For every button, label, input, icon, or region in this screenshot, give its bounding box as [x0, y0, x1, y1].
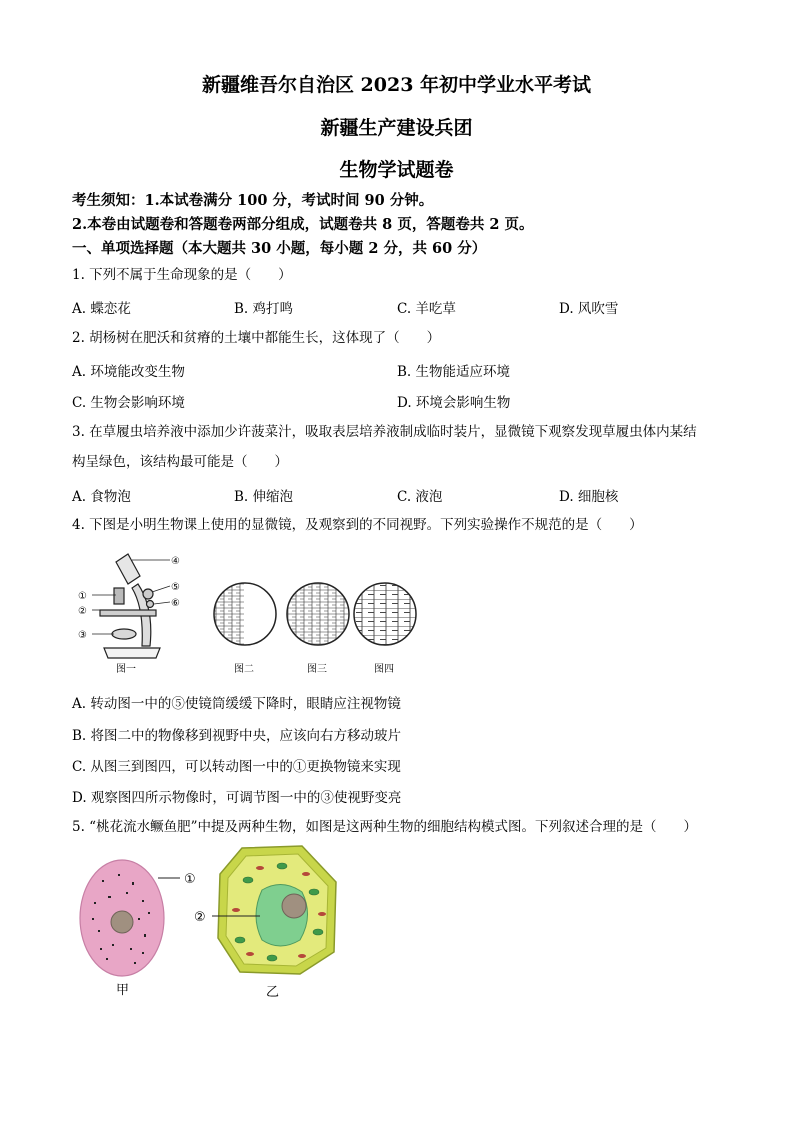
mitochondrion — [298, 954, 306, 958]
q2-option-c: C. 生物会影响环境 — [72, 395, 185, 411]
q1-option-c: C. 羊吃草 — [397, 301, 456, 317]
label-5: ⑤ — [171, 582, 180, 593]
q4-option-d: D. 观察图四所示物像时，可调节图一中的③使视野变亮 — [72, 790, 402, 806]
chloroplast — [243, 877, 253, 883]
figure-yi-caption: 乙 — [266, 985, 280, 1000]
question-3-stem-line-1: 3. 在草履虫培养液中添加少许菠菜汁，吸取表层培养液制成临时装片，显微镜下观察发现草履虫体内某结 — [72, 424, 697, 440]
label-4: ④ — [171, 556, 180, 567]
q1-option-a: A. 蝶恋花 — [72, 301, 131, 317]
label-cell-membrane: ① — [184, 872, 196, 887]
chloroplast — [235, 937, 245, 943]
figure-2-caption: 图二 — [234, 664, 254, 675]
microscope-stage — [100, 610, 156, 616]
label-6: ⑥ — [171, 598, 180, 609]
animal-cell-nucleus — [111, 911, 133, 933]
figure-3-caption: 图三 — [307, 664, 327, 675]
label-3: ③ — [78, 630, 87, 641]
mitochondrion — [302, 872, 310, 876]
figure-1-caption: 图一 — [116, 664, 136, 675]
q2-option-b: B. 生物能适应环境 — [397, 364, 511, 380]
question-3-stem-line-2: 构呈绿色，该结构最可能是（ ） — [72, 454, 288, 470]
notice-line-1: 考生须知：1.本试卷满分 100 分，考试时间 90 分钟。 — [72, 192, 434, 209]
fine-focus-knob — [147, 601, 154, 608]
q3-option-c: C. 液泡 — [397, 489, 443, 505]
mitochondrion — [246, 952, 254, 956]
section-heading: 一、单项选择题（本大题共 30 小题，每小题 2 分，共 60 分） — [72, 240, 487, 257]
q3-option-b: B. 伸缩泡 — [234, 489, 294, 505]
question-1-stem: 1. 下列不属于生命现象的是（ ） — [72, 267, 292, 283]
chloroplast — [309, 889, 319, 895]
q3-option-d: D. 细胞核 — [559, 489, 619, 505]
label-vacuole: ② — [194, 910, 206, 925]
microscope-views-figure — [212, 572, 422, 678]
figure-4-caption: 图四 — [374, 664, 394, 675]
microscope-figure — [72, 548, 192, 678]
q3-option-a: A. 食物泡 — [72, 489, 131, 505]
paper-title: 生物学试题卷 — [339, 159, 454, 181]
plant-cell-figure — [190, 840, 350, 1002]
question-4-stem: 4. 下图是小明生物课上使用的显微镜，及观察到的不同视野。下列实验操作不规范的是（ ） — [72, 517, 643, 533]
mitochondrion — [232, 908, 240, 912]
mitochondrion — [256, 866, 264, 870]
coarse-focus-knob — [143, 589, 153, 599]
chloroplast — [267, 955, 277, 961]
q4-option-b: B. 将图二中的物像移到视野中央，应该向右方移动玻片 — [72, 728, 402, 744]
question-2-stem: 2. 胡杨树在肥沃和贫瘠的土壤中都能生长，这体现了（ ） — [72, 330, 441, 346]
label-2: ② — [78, 606, 87, 617]
q4-option-c: C. 从图三到图四，可以转动图一中的①更换物镜来实现 — [72, 759, 401, 775]
microscope-tube — [116, 554, 140, 584]
exam-subtitle: 新疆生产建设兵团 — [320, 117, 473, 139]
q4-option-a: A. 转动图一中的⑤使镜筒缓缓下降时，眼睛应注视物镜 — [72, 696, 401, 712]
mitochondrion — [318, 912, 326, 916]
q1-option-b: B. 鸡打鸣 — [234, 301, 294, 317]
microscope-mirror — [112, 629, 136, 639]
label-1: ① — [78, 591, 87, 602]
microscope-objective — [114, 588, 124, 604]
exam-title: 新疆维吾尔自治区 2023 年初中学业水平考试 — [201, 74, 592, 96]
q1-option-d: D. 风吹雪 — [559, 301, 619, 317]
microscope-base — [104, 648, 160, 658]
figure-jia-caption: 甲 — [116, 983, 130, 998]
notice-line-2: 2.本卷由试题卷和答题卷两部分组成，试题卷共 8 页，答题卷共 2 页。 — [72, 216, 534, 233]
question-5-stem: 5. “桃花流水鳜鱼肥”中提及两种生物，如图是这两种生物的细胞结构模式图。下列叙述合理的是（ ） — [72, 819, 697, 835]
q2-option-a: A. 环境能改变生物 — [72, 364, 185, 380]
plant-cell-nucleus — [282, 894, 306, 918]
chloroplast — [313, 929, 323, 935]
q2-option-d: D. 环境会影响生物 — [397, 395, 511, 411]
chloroplast — [277, 863, 287, 869]
